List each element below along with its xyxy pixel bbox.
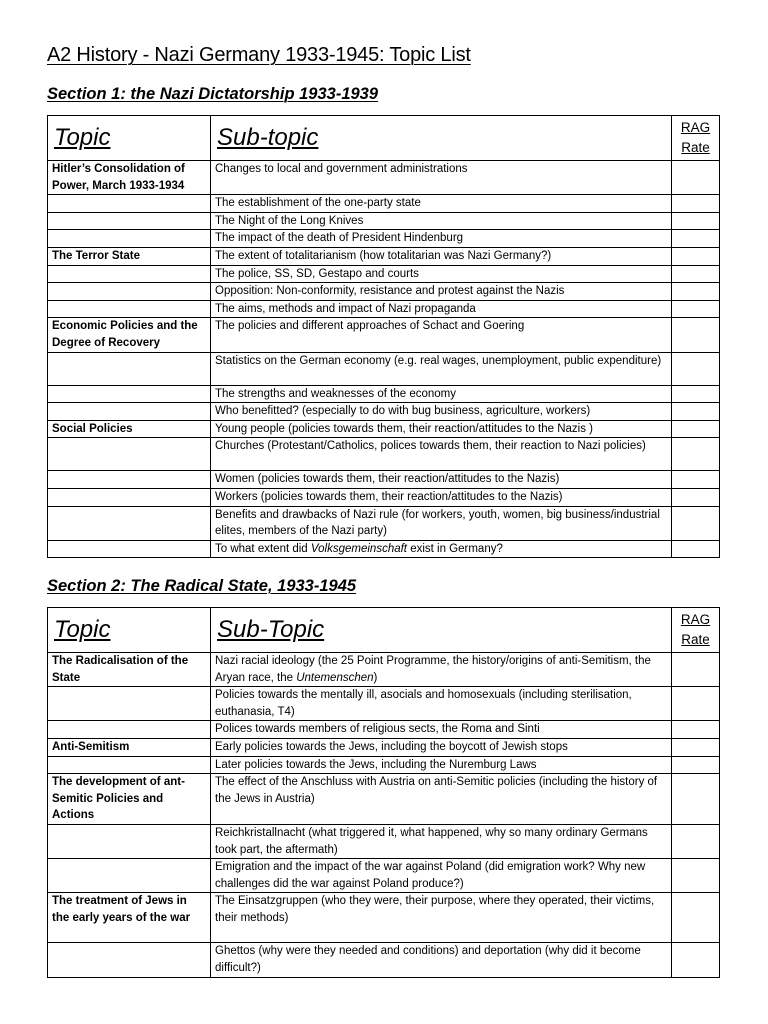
- rag-rate-cell[interactable]: [672, 471, 720, 489]
- subtopic-cell: Early policies towards the Jews, including the boycott of Jewish stops: [211, 738, 672, 756]
- subtopic-cell: Emigration and the impact of the war against Poland (did emigration work? Why new challenges did the war against Poland produce?): [211, 859, 672, 893]
- topic-cell: Hitler’s Consolidation of Power, March 1933-1934: [48, 161, 211, 195]
- table-row: [48, 738, 720, 756]
- table-row: [48, 195, 720, 213]
- subtopic-cell: The extent of totalitarianism (how totalitarian was Nazi Germany?): [211, 247, 672, 265]
- rag-rate-cell[interactable]: [672, 247, 720, 265]
- table-row: [48, 893, 720, 943]
- rag-rate-cell[interactable]: [672, 687, 720, 721]
- table-row: [48, 687, 720, 721]
- table-row: [48, 506, 720, 540]
- section-2-topic-table: [47, 607, 720, 978]
- rag-header-line-2: Rate: [681, 140, 710, 155]
- rag-header-line-1: RAG: [680, 120, 711, 135]
- rag-rate-cell[interactable]: [672, 488, 720, 506]
- topic-cell: [48, 471, 211, 489]
- section-1-title: Section 1: the Nazi Dictatorship 1933-1939: [47, 85, 379, 103]
- table-row: [48, 352, 720, 385]
- table-row: [48, 756, 720, 774]
- rag-rate-cell[interactable]: [672, 420, 720, 438]
- topic-cell: [48, 859, 211, 893]
- rag-rate-cell[interactable]: [672, 506, 720, 540]
- rag-rate-cell[interactable]: [672, 824, 720, 858]
- rag-rate-cell[interactable]: [672, 230, 720, 248]
- subtopic-text: ): [373, 671, 378, 684]
- rag-rate-cell[interactable]: [672, 161, 720, 195]
- rag-rate-column-header: [672, 116, 720, 161]
- topic-cell: [48, 265, 211, 283]
- topic-column-header: Topic: [48, 116, 211, 161]
- subtopic-cell: [211, 540, 672, 558]
- table-row: [48, 653, 720, 687]
- table-row: [48, 721, 720, 739]
- topic-cell: [48, 283, 211, 301]
- topic-cell: [48, 195, 211, 213]
- rag-rate-cell[interactable]: [672, 318, 720, 352]
- subtopic-text: exist in Germany?: [407, 542, 503, 555]
- subtopic-cell: Workers (policies towards them, their reaction/attitudes to the Nazis): [211, 488, 672, 506]
- subtopic-cell: Benefits and drawbacks of Nazi rule (for workers, youth, women, big business/industrial elites, members of the Nazi party): [211, 506, 672, 540]
- table-row: [48, 212, 720, 230]
- rag-rate-cell[interactable]: [672, 352, 720, 385]
- topic-cell: [48, 438, 211, 471]
- subtopic-cell: The strengths and weaknesses of the economy: [211, 385, 672, 403]
- topic-cell: The Radicalisation of the State: [48, 653, 211, 687]
- rag-rate-cell[interactable]: [672, 756, 720, 774]
- topic-cell: [48, 212, 211, 230]
- topic-cell: The development of ant-Semitic Policies and Actions: [48, 774, 211, 825]
- table-header-row: [48, 116, 720, 161]
- topic-column-header: Topic: [48, 608, 211, 653]
- rag-rate-cell[interactable]: [672, 403, 720, 421]
- section-1-topic-table: [47, 115, 720, 558]
- table-row: [48, 859, 720, 893]
- subtopic-cell: [211, 653, 672, 687]
- table-row: [48, 283, 720, 301]
- table-row: [48, 420, 720, 438]
- subtopic-cell: The policies and different approaches of Schact and Goering: [211, 318, 672, 352]
- rag-rate-column-header: [672, 608, 720, 653]
- table-row: [48, 318, 720, 352]
- rag-rate-cell[interactable]: [672, 721, 720, 739]
- rag-rate-cell[interactable]: [672, 943, 720, 977]
- topic-cell: The treatment of Jews in the early years of the war: [48, 893, 211, 943]
- subtopic-cell: Policies towards the mentally ill, asocials and homosexuals (including sterilisation, euthanasia, T4): [211, 687, 672, 721]
- table-row: [48, 300, 720, 318]
- section-2-title: Section 2: The Radical State, 1933-1945: [47, 577, 357, 595]
- rag-rate-cell[interactable]: [672, 300, 720, 318]
- subtopic-cell: The aims, methods and impact of Nazi propaganda: [211, 300, 672, 318]
- subtopic-column-header: Sub-Topic: [211, 608, 672, 653]
- subtopic-cell: Who benefitted? (especially to do with bug business, agriculture, workers): [211, 403, 672, 421]
- rag-rate-cell[interactable]: [672, 653, 720, 687]
- topic-cell: [48, 385, 211, 403]
- table-row: [48, 247, 720, 265]
- topic-cell: Anti-Semitism: [48, 738, 211, 756]
- table-row: [48, 774, 720, 825]
- topic-cell: [48, 943, 211, 977]
- topic-cell: [48, 824, 211, 858]
- rag-rate-cell[interactable]: [672, 774, 720, 825]
- rag-header-line-2: Rate: [681, 632, 710, 647]
- subtopic-cell: The police, SS, SD, Gestapo and courts: [211, 265, 672, 283]
- subtopic-cell: Opposition: Non-conformity, resistance and protest against the Nazis: [211, 283, 672, 301]
- table-row: [48, 488, 720, 506]
- topic-cell: [48, 756, 211, 774]
- rag-rate-cell[interactable]: [672, 195, 720, 213]
- topic-cell: [48, 687, 211, 721]
- topic-cell: [48, 403, 211, 421]
- subtopic-column-header: Sub-topic: [211, 116, 672, 161]
- rag-rate-cell[interactable]: [672, 212, 720, 230]
- rag-rate-cell[interactable]: [672, 540, 720, 558]
- topic-cell: [48, 506, 211, 540]
- subtopic-cell: The establishment of the one-party state: [211, 195, 672, 213]
- subtopic-cell: The Einsatzgruppen (who they were, their purpose, where they operated, their victims, their methods): [211, 893, 672, 943]
- subtopic-cell: Ghettos (why were they needed and conditions) and deportation (why did it become difficult?): [211, 943, 672, 977]
- rag-rate-cell[interactable]: [672, 738, 720, 756]
- table-row: [48, 161, 720, 195]
- subtopic-cell: Changes to local and government administrations: [211, 161, 672, 195]
- rag-rate-cell[interactable]: [672, 859, 720, 893]
- topic-cell: [48, 230, 211, 248]
- rag-rate-cell[interactable]: [672, 893, 720, 943]
- table-row: [48, 230, 720, 248]
- table-row: [48, 471, 720, 489]
- table-row: [48, 824, 720, 858]
- subtopic-cell: Reichkristallnacht (what triggered it, what happened, why so many ordinary Germans took part, the aftermath): [211, 824, 672, 858]
- subtopic-emphasis: Untemenschen: [296, 671, 374, 684]
- table-row: [48, 540, 720, 558]
- subtopic-cell: Churches (Protestant/Catholics, polices towards them, their reaction to Nazi policies): [211, 438, 672, 471]
- table-row: [48, 438, 720, 471]
- topic-cell: [48, 352, 211, 385]
- table-row: [48, 403, 720, 421]
- topic-cell: [48, 488, 211, 506]
- table-header-row: [48, 608, 720, 653]
- subtopic-cell: Later policies towards the Jews, including the Nuremburg Laws: [211, 756, 672, 774]
- table-row: [48, 385, 720, 403]
- subtopic-cell: The Night of the Long Knives: [211, 212, 672, 230]
- topic-cell: The Terror State: [48, 247, 211, 265]
- rag-header-line-1: RAG: [680, 612, 711, 627]
- topic-cell: [48, 721, 211, 739]
- subtopic-cell: Polices towards members of religious sects, the Roma and Sinti: [211, 721, 672, 739]
- subtopic-cell: Young people (policies towards them, their reaction/attitudes to the Nazis ): [211, 420, 672, 438]
- subtopic-cell: The impact of the death of President Hindenburg: [211, 230, 672, 248]
- topic-cell: Economic Policies and the Degree of Recovery: [48, 318, 211, 352]
- topic-cell: [48, 540, 211, 558]
- subtopic-text: Nazi racial ideology (the 25 Point Programme, the history/origins of anti-Semitism, the Aryan race, the: [215, 655, 651, 684]
- document-title: A2 History - Nazi Germany 1933-1945: Topic List: [47, 44, 471, 66]
- rag-rate-cell[interactable]: [672, 385, 720, 403]
- subtopic-cell: Women (policies towards them, their reaction/attitudes to the Nazis): [211, 471, 672, 489]
- table-row: [48, 265, 720, 283]
- topic-cell: Social Policies: [48, 420, 211, 438]
- subtopic-cell: The effect of the Anschluss with Austria on anti-Semitic policies (including the history of the Jews in Austria): [211, 774, 672, 825]
- subtopic-emphasis: Volksgemeinschaft: [310, 542, 407, 555]
- rag-rate-cell[interactable]: [672, 283, 720, 301]
- rag-rate-cell[interactable]: [672, 438, 720, 471]
- rag-rate-cell[interactable]: [672, 265, 720, 283]
- subtopic-text: To what extent did: [215, 542, 311, 555]
- subtopic-cell: Statistics on the German economy (e.g. real wages, unemployment, public expenditure): [211, 352, 672, 385]
- topic-cell: [48, 300, 211, 318]
- table-row: [48, 943, 720, 977]
